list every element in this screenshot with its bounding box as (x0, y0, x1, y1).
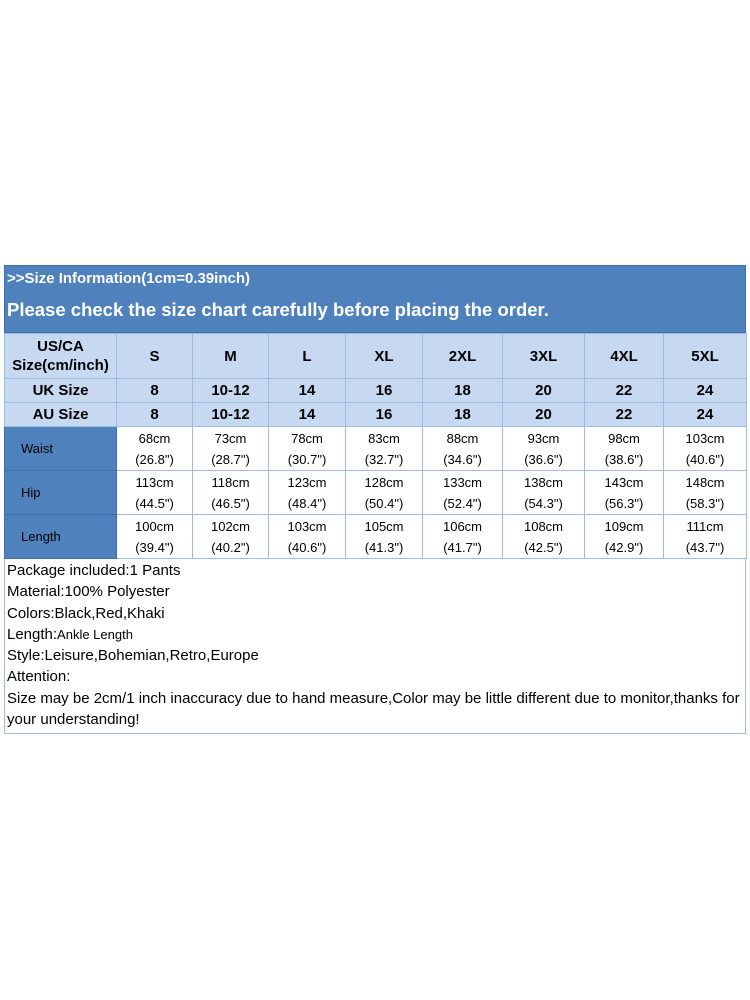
style-label: Style: (7, 647, 45, 665)
size-5xl: 5XL (664, 334, 747, 379)
cm-value: 78cm (291, 430, 323, 446)
cm-value: 73cm (214, 430, 247, 446)
us-label-line1: US/CA (37, 338, 84, 355)
cm-value: 138cm (523, 474, 564, 490)
hip-cell (585, 471, 664, 515)
material-line (7, 581, 744, 602)
hip-cell (423, 471, 503, 515)
cm-value: 103cm (685, 430, 725, 446)
length-line (7, 624, 744, 645)
hip-cell (269, 471, 346, 515)
inch-value: (52.4") (443, 495, 482, 511)
uk-size-cell: 24 (664, 379, 747, 403)
inch-value: (26.8") (135, 451, 174, 467)
length-note-value: Ankle Length (57, 626, 133, 642)
length-cell (664, 515, 747, 559)
length-cell (503, 515, 585, 559)
size-xl: XL (346, 334, 423, 379)
inch-value: (58.3") (685, 495, 725, 511)
size-s: S (117, 334, 193, 379)
size-chart (4, 265, 746, 734)
product-notes (4, 559, 746, 734)
cm-value: 123cm (287, 474, 327, 490)
inch-value: (40.6") (287, 539, 327, 555)
hip-label: Hip (5, 471, 117, 515)
waist-cell (269, 427, 346, 471)
size-info-header (4, 265, 746, 333)
size-4xl: 4XL (585, 334, 664, 379)
length-cell (117, 515, 193, 559)
cm-value: 113cm (135, 474, 174, 490)
size-check-notice: Please check the size chart carefully before placing the order. (7, 299, 549, 320)
package-value: 1 Pants (129, 562, 181, 579)
size-l: L (269, 334, 346, 379)
uk-size-cell: 10-12 (193, 379, 269, 403)
inch-value: (56.3") (604, 495, 644, 511)
uk-size-cell: 16 (346, 379, 423, 403)
waist-cell (503, 427, 585, 471)
uk-size-cell: 14 (269, 379, 346, 403)
inch-value: (46.5") (211, 495, 250, 511)
inch-value: (41.7") (443, 539, 482, 555)
cm-value: 102cm (210, 518, 251, 534)
cm-value: 83cm (368, 430, 400, 446)
length-cell (269, 515, 346, 559)
waist-cell (664, 427, 747, 471)
hip-cell (346, 471, 423, 515)
hip-row (5, 471, 747, 515)
cm-value: 98cm (608, 430, 640, 446)
style-line (7, 645, 744, 666)
us-label-line2: Size(cm/inch) (12, 357, 109, 374)
waist-cell (193, 427, 269, 471)
material-value: 100% Polyester (64, 583, 170, 601)
hip-cell (664, 471, 747, 515)
package-label: Package included: (7, 562, 130, 579)
package-line (7, 560, 744, 581)
length-cell (346, 515, 423, 559)
inch-value: (50.4") (364, 495, 404, 511)
uk-size-cell: 18 (423, 379, 503, 403)
inch-value: (28.7") (211, 451, 250, 467)
length-row (5, 515, 747, 559)
uk-size-label: UK Size (5, 379, 117, 403)
length-cell (193, 515, 269, 559)
cm-value: 133cm (442, 474, 483, 490)
au-size-cell: 24 (664, 403, 747, 427)
waist-label: Waist (5, 427, 117, 471)
size-2xl: 2XL (423, 334, 503, 379)
waist-cell (117, 427, 193, 471)
hip-cell (117, 471, 193, 515)
size-table (4, 333, 747, 559)
cm-value: 103cm (287, 518, 327, 534)
au-size-cell: 10-12 (193, 403, 269, 427)
inch-value: (32.7") (364, 451, 404, 467)
cm-value: 128cm (364, 474, 404, 490)
cm-value: 93cm (527, 430, 560, 446)
waist-cell (346, 427, 423, 471)
colors-line (7, 603, 744, 624)
attention-text: Size may be 2cm/1 inch inaccuracy due to hand measure,Color may be little different due to monitor,thanks for your understanding! (7, 689, 740, 729)
cm-value: 105cm (364, 518, 404, 534)
cm-value: 68cm (138, 430, 171, 446)
attention-label: Attention: (7, 668, 71, 686)
cm-value: 109cm (604, 518, 644, 534)
au-size-cell: 16 (346, 403, 423, 427)
size-3xl: 3XL (503, 334, 585, 379)
waist-row (5, 427, 747, 471)
au-size-row (5, 403, 747, 427)
inch-value: (34.6") (443, 451, 482, 467)
inch-value: (36.6") (524, 451, 563, 467)
length-cell (585, 515, 664, 559)
inch-value: (41.3") (364, 539, 404, 555)
hip-cell (503, 471, 585, 515)
length-cell (423, 515, 503, 559)
uk-size-row (5, 379, 747, 403)
colors-label: Colors: (7, 604, 55, 622)
inch-value: (54.3") (524, 495, 563, 511)
length-label: Length (5, 515, 117, 559)
au-size-cell: 8 (117, 403, 193, 427)
cm-value: 111cm (686, 518, 724, 534)
cm-value: 143cm (604, 474, 644, 490)
cm-value: 100cm (134, 518, 175, 534)
length-note-label: Length: (7, 625, 58, 643)
au-size-label: AU Size (5, 403, 117, 427)
inch-value: (43.7") (685, 539, 725, 555)
hip-cell (193, 471, 269, 515)
size-m: M (193, 334, 269, 379)
inch-value: (39.4") (135, 539, 174, 555)
waist-cell (423, 427, 503, 471)
cm-value: 88cm (446, 430, 479, 446)
style-value: Leisure,Bohemian,Retro,Europe (44, 647, 259, 665)
us-size-label (5, 334, 117, 379)
colors-value: Black,Red,Khaki (54, 604, 165, 622)
uk-size-cell: 22 (585, 379, 664, 403)
cm-value: 106cm (442, 518, 483, 534)
inch-value: (40.6") (685, 451, 725, 467)
waist-cell (585, 427, 664, 471)
inch-value: (44.5") (135, 495, 174, 511)
size-info-title: >>Size Information(1cm=0.39inch) (7, 270, 250, 287)
au-size-cell: 20 (503, 403, 585, 427)
material-label: Material: (7, 583, 65, 601)
us-size-row (5, 334, 747, 379)
uk-size-cell: 8 (117, 379, 193, 403)
inch-value: (38.6") (604, 451, 644, 467)
au-size-cell: 14 (269, 403, 346, 427)
au-size-cell: 22 (585, 403, 664, 427)
uk-size-cell: 20 (503, 379, 585, 403)
inch-value: (48.4") (287, 495, 327, 511)
inch-value: (40.2") (211, 539, 250, 555)
cm-value: 148cm (685, 474, 725, 490)
au-size-cell: 18 (423, 403, 503, 427)
inch-value: (30.7") (287, 451, 327, 467)
inch-value: (42.9") (604, 539, 644, 555)
inch-value: (42.5") (524, 539, 563, 555)
cm-value: 118cm (211, 474, 250, 490)
cm-value: 108cm (523, 518, 564, 534)
